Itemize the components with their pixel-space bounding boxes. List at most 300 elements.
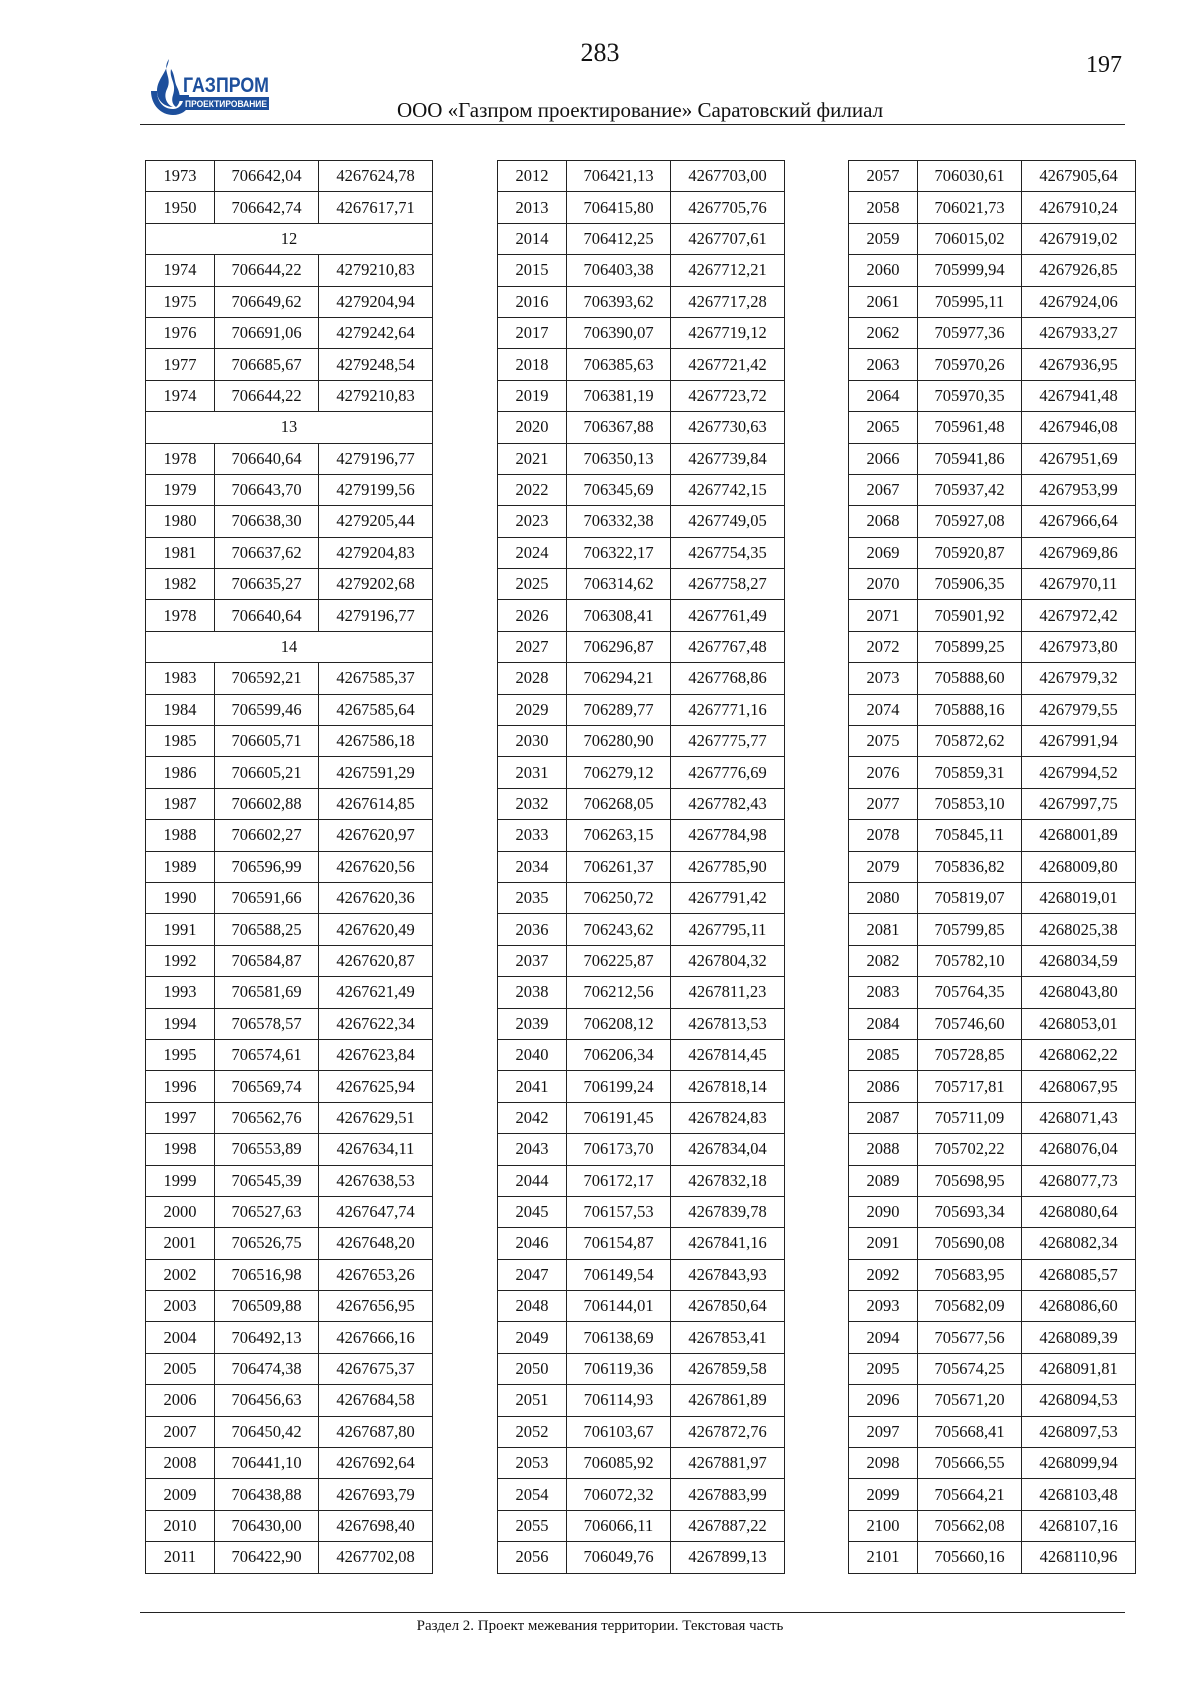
x-coordinate-cell: 706173,70 xyxy=(567,1134,671,1165)
x-coordinate-cell: 705859,31 xyxy=(918,757,1022,788)
x-coordinate-cell: 706103,67 xyxy=(567,1416,671,1447)
x-coordinate-cell: 706638,30 xyxy=(215,506,319,537)
point-number-cell: 2006 xyxy=(146,1385,215,1416)
x-coordinate-cell: 705677,56 xyxy=(918,1322,1022,1353)
point-number-cell: 2001 xyxy=(146,1228,215,1259)
x-coordinate-cell: 705853,10 xyxy=(918,788,1022,819)
table-row xyxy=(849,1416,1136,1447)
y-coordinate-cell: 4268043,80 xyxy=(1022,977,1136,1008)
y-coordinate-cell: 4267620,36 xyxy=(319,882,433,913)
x-coordinate-cell: 706279,12 xyxy=(567,757,671,788)
y-coordinate-cell: 4267994,52 xyxy=(1022,757,1136,788)
x-coordinate-cell: 705682,09 xyxy=(918,1291,1022,1322)
y-coordinate-cell: 4267972,42 xyxy=(1022,600,1136,631)
y-coordinate-cell: 4267634,11 xyxy=(319,1134,433,1165)
table-row xyxy=(146,380,433,411)
point-number-cell: 2062 xyxy=(849,317,918,348)
y-coordinate-cell: 4267629,51 xyxy=(319,1102,433,1133)
point-number-cell: 2031 xyxy=(498,757,567,788)
y-coordinate-cell: 4267824,83 xyxy=(671,1102,785,1133)
point-number-cell: 2095 xyxy=(849,1353,918,1384)
point-number-cell: 2000 xyxy=(146,1196,215,1227)
point-number-cell: 2051 xyxy=(498,1385,567,1416)
y-coordinate-cell: 4267991,94 xyxy=(1022,726,1136,757)
table-row xyxy=(849,1071,1136,1102)
x-coordinate-cell: 705970,26 xyxy=(918,349,1022,380)
x-coordinate-cell: 706385,63 xyxy=(567,349,671,380)
table-row xyxy=(849,443,1136,474)
table-row xyxy=(498,1134,785,1165)
table-row xyxy=(498,569,785,600)
x-coordinate-cell: 706516,98 xyxy=(215,1259,319,1290)
y-coordinate-cell: 4267804,32 xyxy=(671,945,785,976)
x-coordinate-cell: 706596,99 xyxy=(215,851,319,882)
point-number-cell: 2042 xyxy=(498,1102,567,1133)
table-row xyxy=(849,1259,1136,1290)
y-coordinate-cell: 4267910,24 xyxy=(1022,192,1136,223)
table-row xyxy=(498,600,785,631)
point-number-cell: 2084 xyxy=(849,1008,918,1039)
point-number-cell: 2066 xyxy=(849,443,918,474)
point-number-cell: 2053 xyxy=(498,1448,567,1479)
section-row xyxy=(146,412,433,443)
table-row xyxy=(849,1165,1136,1196)
point-number-cell: 2075 xyxy=(849,726,918,757)
x-coordinate-cell: 705717,81 xyxy=(918,1071,1022,1102)
y-coordinate-cell: 4268025,38 xyxy=(1022,914,1136,945)
x-coordinate-cell: 706268,05 xyxy=(567,788,671,819)
point-number-cell: 2027 xyxy=(498,631,567,662)
table-row xyxy=(146,945,433,976)
table-row xyxy=(498,882,785,913)
table-row xyxy=(146,474,433,505)
point-number-cell: 2068 xyxy=(849,506,918,537)
point-number-cell: 2081 xyxy=(849,914,918,945)
table-row xyxy=(849,788,1136,819)
x-coordinate-cell: 705690,08 xyxy=(918,1228,1022,1259)
y-coordinate-cell: 4268019,01 xyxy=(1022,882,1136,913)
point-number-cell: 2080 xyxy=(849,882,918,913)
y-coordinate-cell: 4267973,80 xyxy=(1022,631,1136,662)
x-coordinate-cell: 706072,32 xyxy=(567,1479,671,1510)
y-coordinate-cell: 4267621,49 xyxy=(319,977,433,1008)
x-coordinate-cell: 706066,11 xyxy=(567,1510,671,1541)
x-coordinate-cell: 705872,62 xyxy=(918,726,1022,757)
x-coordinate-cell: 706381,19 xyxy=(567,380,671,411)
x-coordinate-cell: 706644,22 xyxy=(215,255,319,286)
x-coordinate-cell: 706208,12 xyxy=(567,1008,671,1039)
point-number-cell: 1992 xyxy=(146,945,215,976)
y-coordinate-cell: 4267620,87 xyxy=(319,945,433,976)
table-row xyxy=(146,820,433,851)
x-coordinate-cell: 706456,63 xyxy=(215,1385,319,1416)
x-coordinate-cell: 706280,90 xyxy=(567,726,671,757)
x-coordinate-cell: 706430,00 xyxy=(215,1510,319,1541)
table-row xyxy=(849,223,1136,254)
point-number-cell: 1990 xyxy=(146,882,215,913)
x-coordinate-cell: 705845,11 xyxy=(918,820,1022,851)
point-number-cell: 2039 xyxy=(498,1008,567,1039)
x-coordinate-cell: 705662,08 xyxy=(918,1510,1022,1541)
table-row xyxy=(849,1039,1136,1070)
table-row xyxy=(498,1039,785,1070)
table-row xyxy=(146,1510,433,1541)
point-number-cell: 2092 xyxy=(849,1259,918,1290)
table-row xyxy=(498,1322,785,1353)
x-coordinate-cell: 706640,64 xyxy=(215,443,319,474)
y-coordinate-cell: 4267666,16 xyxy=(319,1322,433,1353)
y-coordinate-cell: 4267617,71 xyxy=(319,192,433,223)
x-coordinate-cell: 706602,27 xyxy=(215,820,319,851)
table-row xyxy=(146,788,433,819)
point-number-cell: 2090 xyxy=(849,1196,918,1227)
point-number-cell: 2049 xyxy=(498,1322,567,1353)
x-coordinate-cell: 705664,21 xyxy=(918,1479,1022,1510)
table-row xyxy=(849,317,1136,348)
coordinates-table-middle xyxy=(497,160,785,1574)
table-row xyxy=(146,161,433,192)
point-number-cell: 2067 xyxy=(849,474,918,505)
point-number-cell: 1973 xyxy=(146,161,215,192)
table-row xyxy=(146,317,433,348)
y-coordinate-cell: 4267742,15 xyxy=(671,474,785,505)
table-row xyxy=(849,914,1136,945)
point-number-cell: 1995 xyxy=(146,1039,215,1070)
y-coordinate-cell: 4268094,53 xyxy=(1022,1385,1136,1416)
point-number-cell: 2025 xyxy=(498,569,567,600)
x-coordinate-cell: 706637,62 xyxy=(215,537,319,568)
table-row xyxy=(498,1542,785,1573)
x-coordinate-cell: 706206,34 xyxy=(567,1039,671,1070)
point-number-cell: 2037 xyxy=(498,945,567,976)
point-number-cell: 1994 xyxy=(146,1008,215,1039)
point-number-cell: 1984 xyxy=(146,694,215,725)
x-coordinate-cell: 705746,60 xyxy=(918,1008,1022,1039)
x-coordinate-cell: 706545,39 xyxy=(215,1165,319,1196)
point-number-cell: 2077 xyxy=(849,788,918,819)
point-number-cell: 2022 xyxy=(498,474,567,505)
table-row xyxy=(849,757,1136,788)
x-coordinate-cell: 706438,88 xyxy=(215,1479,319,1510)
point-number-cell: 2047 xyxy=(498,1259,567,1290)
section-number: 13 xyxy=(146,412,433,443)
y-coordinate-cell: 4267591,29 xyxy=(319,757,433,788)
y-coordinate-cell: 4267850,64 xyxy=(671,1291,785,1322)
point-number-cell: 1978 xyxy=(146,600,215,631)
table-row xyxy=(146,1448,433,1479)
point-number-cell: 2007 xyxy=(146,1416,215,1447)
point-number-cell: 2054 xyxy=(498,1479,567,1510)
table-row xyxy=(498,1353,785,1384)
section-row xyxy=(146,223,433,254)
y-coordinate-cell: 4267899,13 xyxy=(671,1542,785,1573)
table-row xyxy=(849,255,1136,286)
y-coordinate-cell: 4279210,83 xyxy=(319,255,433,286)
y-coordinate-cell: 4267719,12 xyxy=(671,317,785,348)
x-coordinate-cell: 706367,88 xyxy=(567,412,671,443)
table-row xyxy=(146,192,433,223)
table-row xyxy=(498,161,785,192)
page-number-center: 283 xyxy=(580,38,620,67)
point-number-cell: 1974 xyxy=(146,380,215,411)
x-coordinate-cell: 705660,16 xyxy=(918,1542,1022,1573)
table-row xyxy=(146,1196,433,1227)
x-coordinate-cell: 706154,87 xyxy=(567,1228,671,1259)
x-coordinate-cell: 705728,85 xyxy=(918,1039,1022,1070)
x-coordinate-cell: 706642,74 xyxy=(215,192,319,223)
table-row xyxy=(498,317,785,348)
x-coordinate-cell: 706422,90 xyxy=(215,1542,319,1573)
table-row xyxy=(498,1102,785,1133)
x-coordinate-cell: 705674,25 xyxy=(918,1353,1022,1384)
table-row xyxy=(849,726,1136,757)
x-coordinate-cell: 706085,92 xyxy=(567,1448,671,1479)
point-number-cell: 2071 xyxy=(849,600,918,631)
y-coordinate-cell: 4268089,39 xyxy=(1022,1322,1136,1353)
y-coordinate-cell: 4267814,45 xyxy=(671,1039,785,1070)
y-coordinate-cell: 4267648,20 xyxy=(319,1228,433,1259)
table-row xyxy=(849,820,1136,851)
y-coordinate-cell: 4279242,64 xyxy=(319,317,433,348)
y-coordinate-cell: 4267586,18 xyxy=(319,726,433,757)
y-coordinate-cell: 4267758,27 xyxy=(671,569,785,600)
y-coordinate-cell: 4268086,60 xyxy=(1022,1291,1136,1322)
x-coordinate-cell: 706263,15 xyxy=(567,820,671,851)
table-row xyxy=(849,1291,1136,1322)
table-row xyxy=(849,663,1136,694)
table-row xyxy=(498,1448,785,1479)
x-coordinate-cell: 706308,41 xyxy=(567,600,671,631)
point-number-cell: 1986 xyxy=(146,757,215,788)
point-number-cell: 2008 xyxy=(146,1448,215,1479)
y-coordinate-cell: 4267702,08 xyxy=(319,1542,433,1573)
table-row xyxy=(849,851,1136,882)
x-coordinate-cell: 705836,82 xyxy=(918,851,1022,882)
y-coordinate-cell: 4267754,35 xyxy=(671,537,785,568)
table-row xyxy=(849,537,1136,568)
y-coordinate-cell: 4279199,56 xyxy=(319,474,433,505)
y-coordinate-cell: 4267620,97 xyxy=(319,820,433,851)
y-coordinate-cell: 4267723,72 xyxy=(671,380,785,411)
table-row xyxy=(146,537,433,568)
point-number-cell: 2044 xyxy=(498,1165,567,1196)
point-number-cell: 1991 xyxy=(146,914,215,945)
table-row xyxy=(146,1542,433,1573)
x-coordinate-cell: 706584,87 xyxy=(215,945,319,976)
point-number-cell: 1987 xyxy=(146,788,215,819)
point-number-cell: 2088 xyxy=(849,1134,918,1165)
y-coordinate-cell: 4268009,80 xyxy=(1022,851,1136,882)
y-coordinate-cell: 4267969,86 xyxy=(1022,537,1136,568)
y-coordinate-cell: 4267771,16 xyxy=(671,694,785,725)
table-row xyxy=(498,506,785,537)
x-coordinate-cell: 705901,92 xyxy=(918,600,1022,631)
organization-title: ООО «Газпром проектирование» Саратовский филиал xyxy=(396,98,884,122)
y-coordinate-cell: 4279196,77 xyxy=(319,600,433,631)
table-row xyxy=(498,412,785,443)
y-coordinate-cell: 4267614,85 xyxy=(319,788,433,819)
table-row xyxy=(498,443,785,474)
point-number-cell: 2014 xyxy=(498,223,567,254)
x-coordinate-cell: 706605,71 xyxy=(215,726,319,757)
x-coordinate-cell: 706644,22 xyxy=(215,380,319,411)
point-number-cell: 2076 xyxy=(849,757,918,788)
point-number-cell: 1975 xyxy=(146,286,215,317)
x-coordinate-cell: 706509,88 xyxy=(215,1291,319,1322)
point-number-cell: 2078 xyxy=(849,820,918,851)
y-coordinate-cell: 4268082,34 xyxy=(1022,1228,1136,1259)
point-number-cell: 2028 xyxy=(498,663,567,694)
y-coordinate-cell: 4267585,64 xyxy=(319,694,433,725)
table-row xyxy=(849,412,1136,443)
y-coordinate-cell: 4267872,76 xyxy=(671,1416,785,1447)
y-coordinate-cell: 4267761,49 xyxy=(671,600,785,631)
x-coordinate-cell: 705683,95 xyxy=(918,1259,1022,1290)
table-row xyxy=(498,1385,785,1416)
y-coordinate-cell: 4267687,80 xyxy=(319,1416,433,1447)
point-number-cell: 1999 xyxy=(146,1165,215,1196)
table-row xyxy=(498,1416,785,1447)
point-number-cell: 2021 xyxy=(498,443,567,474)
y-coordinate-cell: 4267705,76 xyxy=(671,192,785,223)
point-number-cell: 2056 xyxy=(498,1542,567,1573)
x-coordinate-cell: 706393,62 xyxy=(567,286,671,317)
y-coordinate-cell: 4268103,48 xyxy=(1022,1479,1136,1510)
x-coordinate-cell: 706642,04 xyxy=(215,161,319,192)
x-coordinate-cell: 705693,34 xyxy=(918,1196,1022,1227)
x-coordinate-cell: 706030,61 xyxy=(918,161,1022,192)
table-row xyxy=(498,1228,785,1259)
point-number-cell: 2023 xyxy=(498,506,567,537)
y-coordinate-cell: 4267693,79 xyxy=(319,1479,433,1510)
x-coordinate-cell: 706289,77 xyxy=(567,694,671,725)
table-row xyxy=(849,694,1136,725)
x-coordinate-cell: 706599,46 xyxy=(215,694,319,725)
x-coordinate-cell: 705711,09 xyxy=(918,1102,1022,1133)
point-number-cell: 2063 xyxy=(849,349,918,380)
point-number-cell: 2003 xyxy=(146,1291,215,1322)
y-coordinate-cell: 4267625,94 xyxy=(319,1071,433,1102)
x-coordinate-cell: 705698,95 xyxy=(918,1165,1022,1196)
table-row xyxy=(146,914,433,945)
y-coordinate-cell: 4279202,68 xyxy=(319,569,433,600)
table-row xyxy=(146,1291,433,1322)
table-row xyxy=(849,192,1136,223)
y-coordinate-cell: 4267795,11 xyxy=(671,914,785,945)
x-coordinate-cell: 705702,22 xyxy=(918,1134,1022,1165)
y-coordinate-cell: 4268110,96 xyxy=(1022,1542,1136,1573)
x-coordinate-cell: 706635,27 xyxy=(215,569,319,600)
x-coordinate-cell: 705888,60 xyxy=(918,663,1022,694)
point-number-cell: 2089 xyxy=(849,1165,918,1196)
y-coordinate-cell: 4267721,42 xyxy=(671,349,785,380)
y-coordinate-cell: 4267970,11 xyxy=(1022,569,1136,600)
x-coordinate-cell: 706243,62 xyxy=(567,914,671,945)
point-number-cell: 2029 xyxy=(498,694,567,725)
point-number-cell: 2073 xyxy=(849,663,918,694)
point-number-cell: 1977 xyxy=(146,349,215,380)
y-coordinate-cell: 4268071,43 xyxy=(1022,1102,1136,1133)
y-coordinate-cell: 4268099,94 xyxy=(1022,1448,1136,1479)
x-coordinate-cell: 706157,53 xyxy=(567,1196,671,1227)
y-coordinate-cell: 4267775,77 xyxy=(671,726,785,757)
x-coordinate-cell: 706212,56 xyxy=(567,977,671,1008)
x-coordinate-cell: 705977,36 xyxy=(918,317,1022,348)
y-coordinate-cell: 4267647,74 xyxy=(319,1196,433,1227)
logo-text-top: ГАЗПРОМ xyxy=(183,74,269,97)
point-number-cell: 2093 xyxy=(849,1291,918,1322)
point-number-cell: 2015 xyxy=(498,255,567,286)
y-coordinate-cell: 4268076,04 xyxy=(1022,1134,1136,1165)
y-coordinate-cell: 4267730,63 xyxy=(671,412,785,443)
x-coordinate-cell: 706114,93 xyxy=(567,1385,671,1416)
point-number-cell: 2005 xyxy=(146,1353,215,1384)
point-number-cell: 2086 xyxy=(849,1071,918,1102)
point-number-cell: 2096 xyxy=(849,1385,918,1416)
table-row xyxy=(849,1448,1136,1479)
table-row xyxy=(849,1196,1136,1227)
table-row xyxy=(498,914,785,945)
table-row xyxy=(498,474,785,505)
point-number-cell: 1997 xyxy=(146,1102,215,1133)
y-coordinate-cell: 4267707,61 xyxy=(671,223,785,254)
table-row xyxy=(146,1165,433,1196)
point-number-cell: 2100 xyxy=(849,1510,918,1541)
point-number-cell: 2043 xyxy=(498,1134,567,1165)
x-coordinate-cell: 706581,69 xyxy=(215,977,319,1008)
table-row xyxy=(146,506,433,537)
y-coordinate-cell: 4267620,49 xyxy=(319,914,433,945)
point-number-cell: 1974 xyxy=(146,255,215,286)
y-coordinate-cell: 4267926,85 xyxy=(1022,255,1136,286)
point-number-cell: 1980 xyxy=(146,506,215,537)
point-number-cell: 1982 xyxy=(146,569,215,600)
point-number-cell: 2082 xyxy=(849,945,918,976)
y-coordinate-cell: 4267839,78 xyxy=(671,1196,785,1227)
x-coordinate-cell: 705799,85 xyxy=(918,914,1022,945)
x-coordinate-cell: 706191,45 xyxy=(567,1102,671,1133)
table-row xyxy=(498,757,785,788)
y-coordinate-cell: 4267859,58 xyxy=(671,1353,785,1384)
table-row xyxy=(849,1542,1136,1573)
x-coordinate-cell: 706643,70 xyxy=(215,474,319,505)
point-number-cell: 2052 xyxy=(498,1416,567,1447)
x-coordinate-cell: 706553,89 xyxy=(215,1134,319,1165)
table-row xyxy=(849,569,1136,600)
y-coordinate-cell: 4267653,26 xyxy=(319,1259,433,1290)
x-coordinate-cell: 705906,35 xyxy=(918,569,1022,600)
table-row xyxy=(849,1353,1136,1384)
point-number-cell: 2101 xyxy=(849,1542,918,1573)
x-coordinate-cell: 706492,13 xyxy=(215,1322,319,1353)
y-coordinate-cell: 4267946,08 xyxy=(1022,412,1136,443)
point-number-cell: 1985 xyxy=(146,726,215,757)
point-number-cell: 2010 xyxy=(146,1510,215,1541)
x-coordinate-cell: 705920,87 xyxy=(918,537,1022,568)
y-coordinate-cell: 4267905,64 xyxy=(1022,161,1136,192)
point-number-cell: 2016 xyxy=(498,286,567,317)
point-number-cell: 2058 xyxy=(849,192,918,223)
table-row xyxy=(146,1228,433,1259)
y-coordinate-cell: 4267834,04 xyxy=(671,1134,785,1165)
y-coordinate-cell: 4267997,75 xyxy=(1022,788,1136,819)
table-row xyxy=(849,380,1136,411)
table-row xyxy=(146,1385,433,1416)
x-coordinate-cell: 706294,21 xyxy=(567,663,671,694)
table-row xyxy=(498,820,785,851)
x-coordinate-cell: 706332,38 xyxy=(567,506,671,537)
x-coordinate-cell: 706441,10 xyxy=(215,1448,319,1479)
